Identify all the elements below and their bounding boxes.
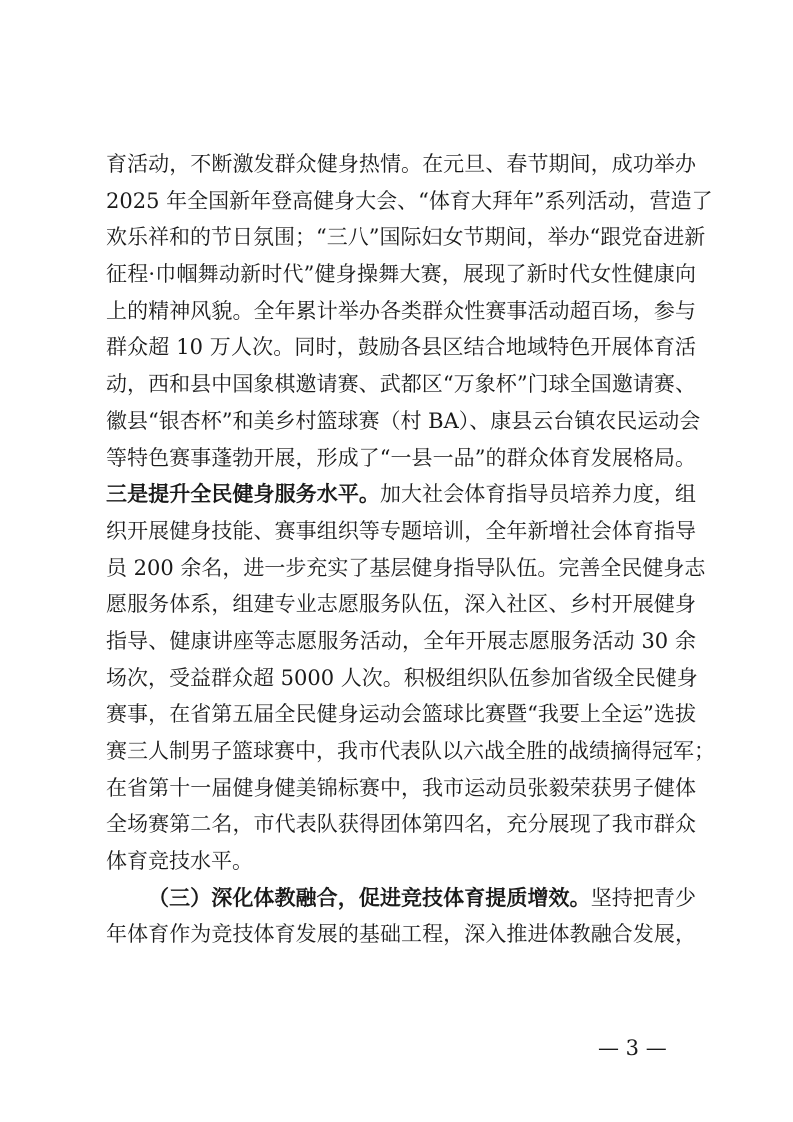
section-lead-bold: 三是提升全民健身服务水平。: [106, 481, 380, 507]
line-text: 坚持把青少: [590, 885, 697, 910]
text-line-18: [106, 770, 696, 807]
line-text: 在省第十一届健身健美锦标赛中，我市运动员张毅荣获男子健体: [106, 775, 696, 800]
text-line-17: [106, 733, 715, 770]
line-text: 加大社会体育指导员培养力度，组: [379, 482, 697, 507]
line-text: 赛事，在省第五届全民健身运动会篮球比赛暨“我要上全运”选拔: [106, 702, 696, 727]
line-text: 徽县“银杏杯”和美乡村篮球赛（村 BA）、康县云台镇农民运动会: [106, 408, 701, 433]
line-text: 等特色赛事蓬勃开展，形成了“一县一品”的群众体育发展格局。: [106, 445, 696, 470]
line-text: 群众超 10 万人次。同时，鼓励各县区结合地域特色开展体育活: [106, 335, 696, 360]
text-line-20: [106, 843, 696, 880]
text-line-1: [106, 146, 696, 183]
text-line-11: [106, 513, 696, 550]
text-line-5: [106, 293, 696, 330]
line-text: 2025 年全国新年登高健身大会、“体育大拜年”系列活动，营造了: [106, 188, 713, 213]
text-line-2: [106, 183, 713, 220]
line-text: 愿服务体系，组建专业志愿服务队伍，深入社区、乡村开展健身: [106, 592, 696, 617]
text-line-3: [106, 219, 706, 256]
line-text: 体育竞技水平。: [106, 849, 253, 874]
text-line-14: [106, 623, 696, 660]
text-line-22: [106, 916, 696, 953]
body-text: [106, 146, 715, 953]
text-line-19: [106, 806, 696, 843]
line-text: 欢乐祥和的节日氛围；“三八”国际妇女节期间，举办“跟党奋进新: [106, 225, 706, 250]
line-text: 征程·巾帼舞动新时代”健身操舞大赛，展现了新时代女性健康向: [106, 262, 696, 287]
text-line-15: [106, 660, 696, 697]
text-line-9: [106, 440, 696, 477]
text-line-12: [106, 550, 706, 587]
line-text: 育活动，不断激发群众健身热情。在元旦、春节期间，成功举办: [106, 152, 696, 176]
section-heading-bold: （三）深化体教融合，促进竞技体育提质增效。: [148, 884, 591, 910]
line-text: 指导、健康讲座等志愿服务活动，全年开展志愿服务活动 30 余: [106, 628, 696, 653]
line-text: 员 200 余名，进一步充实了基层健身指导队伍。完善全民健身志: [106, 555, 706, 580]
text-line-7: [106, 366, 696, 403]
line-text: 动，西和县中国象棋邀请赛、武都区“万象杯”门球全国邀请赛、: [106, 372, 696, 397]
text-line-4: [106, 256, 696, 293]
text-line-8: [106, 403, 701, 440]
line-text: 场次，受益群众超 5000 人次。积极组织队伍参加省级全民健身: [106, 665, 698, 690]
page-number: — 3 —: [598, 1036, 667, 1060]
line-text: 上的精神风貌。全年累计举办各类群众性赛事活动超百场，参与: [106, 298, 696, 323]
line-text: 织开展健身技能、赛事组织等专题培训，全年新增社会体育指导: [106, 518, 696, 543]
text-line-6: [106, 329, 696, 366]
line-text: 年体育作为竞技体育发展的基础工程，深入推进体教融合发展，: [106, 922, 696, 947]
text-line-10: [106, 476, 696, 513]
line-text: 全场赛第二名，市代表队获得团体第四名，充分展现了我市群众: [106, 812, 696, 837]
text-line-16: [106, 696, 696, 733]
text-line-13: [106, 586, 696, 623]
text-line-21: [106, 880, 696, 917]
line-text: 赛三人制男子篮球赛中，我市代表队以六战全胜的战绩摘得冠军；: [106, 739, 715, 763]
